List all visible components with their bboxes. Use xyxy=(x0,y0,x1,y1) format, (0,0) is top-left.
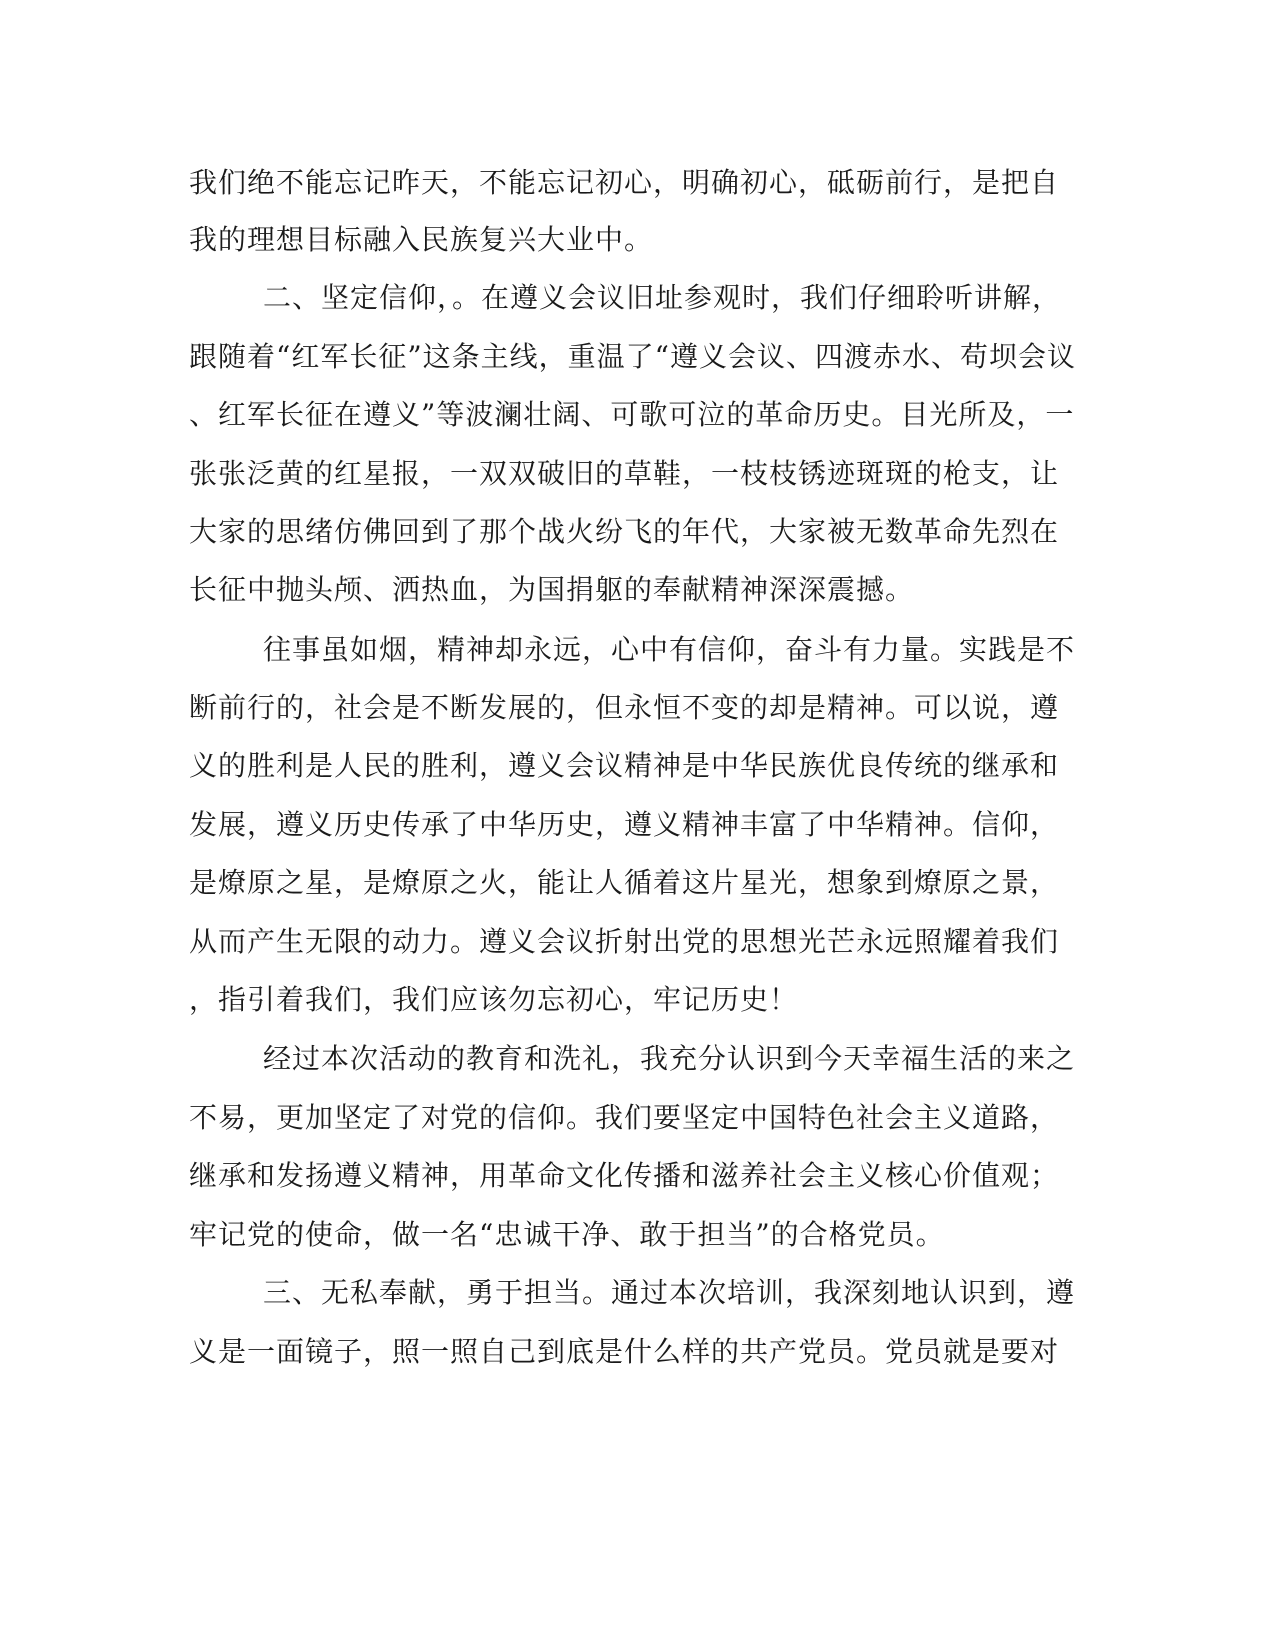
paragraph-start-line: 三、无私奉献，勇于担当。通过本次培训，我深刻地认识到，遵 xyxy=(263,1276,1076,1309)
text-line: 发展，遵义历史传承了中华历史，遵义精神丰富了中华精神。信仰， xyxy=(189,808,1060,841)
paragraph-start-line: 经过本次活动的教育和洗礼，我充分认识到今天幸福生活的来之 xyxy=(263,1042,1076,1075)
text-line: 、红军长征在遵义”等波澜壮阔、可歌可泣的革命历史。目光所及，一 xyxy=(189,398,1075,431)
text-line: 我们绝不能忘记昨天，不能忘记初心，明确初心，砥砺前行，是把自 xyxy=(189,166,1060,199)
text-line: 义是一面镜子，照一照自己到底是什么样的共产党员。党员就是要对 xyxy=(189,1335,1060,1368)
text-line: 长征中抛头颅、洒热血，为国捐躯的奉献精神深深震撼。 xyxy=(189,573,915,606)
paragraph-start-line: 二、坚定信仰，。在遵义会议旧址参观时，我们仔细聆听讲解， xyxy=(263,281,1062,314)
paragraph-start-line: 往事虽如烟，精神却永远，心中有信仰，奋斗有力量。实践是不 xyxy=(263,633,1076,666)
text-line: 义的胜利是人民的胜利，遵义会议精神是中华民族优良传统的继承和 xyxy=(189,749,1060,782)
text-line: 跟随着“红军长征”这条主线，重温了“遵义会议、四渡赤水、苟坝会议 xyxy=(189,340,1076,373)
text-line: 从而产生无限的动力。遵义会议折射出党的思想光芒永远照耀着我们 xyxy=(189,925,1060,958)
text-line: 我的理想目标融入民族复兴大业中。 xyxy=(189,223,654,256)
text-line: 是燎原之星，是燎原之火，能让人循着这片星光，想象到燎原之景， xyxy=(189,866,1060,899)
text-line: 断前行的，社会是不断发展的，但永恒不变的却是精神。可以说，遵 xyxy=(189,691,1060,724)
text-line: 牢记党的使命，做一名“忠诚干净、敢于担当”的合格党员。 xyxy=(189,1218,945,1251)
text-line: 大家的思绪仿佛回到了那个战火纷飞的年代，大家被无数革命先烈在 xyxy=(189,515,1060,548)
text-line: 张张泛黄的红星报，一双双破旧的草鞋，一枝枝锈迹斑斑的枪支，让 xyxy=(189,457,1060,490)
text-line: 继承和发扬遵义精神，用革命文化传播和滋养社会主义核心价值观； xyxy=(189,1159,1060,1192)
text-line: ，指引着我们，我们应该勿忘初心，牢记历史！ xyxy=(189,983,799,1016)
text-line: 不易，更加坚定了对党的信仰。我们要坚定中国特色社会主义道路， xyxy=(189,1101,1060,1134)
